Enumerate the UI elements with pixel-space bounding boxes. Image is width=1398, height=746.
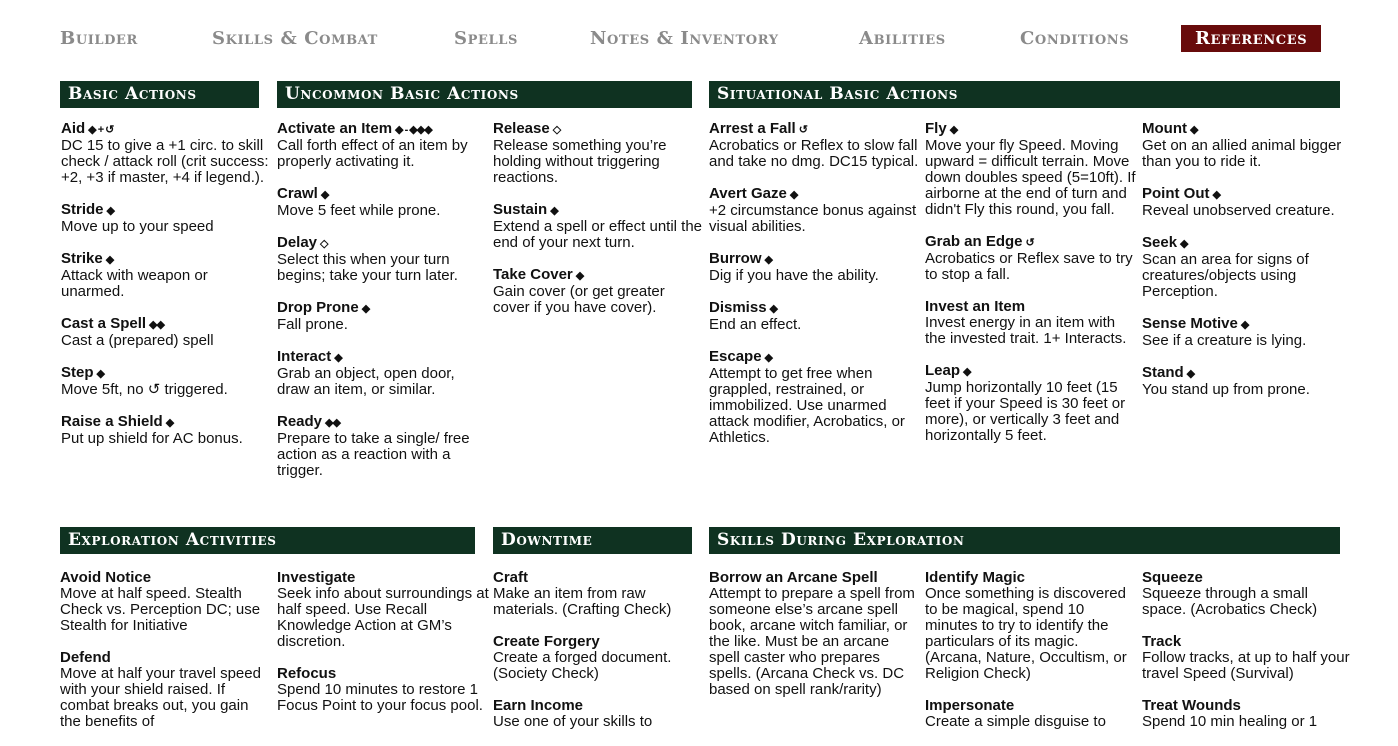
action-description: Select this when your turn begins; take your turn later. (277, 251, 458, 284)
action-description: Gain cover (or get greater cover if you have cover). (493, 283, 665, 316)
header-uncommon-basic-actions: Uncommon Basic Actions (277, 81, 692, 108)
action-entry (277, 121, 489, 170)
action-cost-icon: ◆ (320, 189, 329, 201)
action-cost-icon: ◆◆ (325, 417, 340, 429)
action-description: Attack with weapon or unarmed. (61, 267, 208, 300)
action-name-text: Burrow (709, 250, 762, 267)
tab-notes-inventory[interactable]: Notes & Inventory (590, 28, 779, 49)
action-entry (925, 234, 1137, 283)
action-name (709, 349, 921, 366)
action-name-text: Avert Gaze (709, 185, 787, 202)
action-name (277, 570, 489, 586)
action-name-text: Stride (61, 201, 104, 218)
action-name (1142, 186, 1354, 203)
action-name-text: Invest an Item (925, 298, 1026, 315)
tab-spells[interactable]: Spells (454, 28, 518, 49)
action-name (1142, 365, 1354, 382)
action-name-text: Crawl (277, 185, 318, 202)
uncommon-actions-list-b (493, 121, 705, 332)
action-entry (925, 299, 1137, 347)
action-name-text: Strike (61, 250, 103, 267)
action-name-text: Escape (709, 348, 762, 365)
action-entry (277, 349, 489, 398)
action-name (277, 300, 489, 317)
action-name-text: Activate an Item (277, 120, 393, 137)
action-cost-icon: ◆ (764, 254, 772, 266)
action-cost-icon: ◆ - ◆◆◆ (395, 124, 432, 136)
action-description: Once something is discovered to be magical, spend 10 minutes to try to identify the particulars of its magic. (Arcana, Nature, Occultism, or Religion Check) (925, 585, 1127, 682)
action-cost-icon: ◆ (1180, 238, 1188, 250)
action-name-text: Stand (1142, 364, 1184, 381)
action-entry (61, 251, 273, 300)
action-name-text: Seek (1142, 234, 1178, 251)
action-name-text: Arrest a Fall (709, 120, 796, 137)
action-cost-icon: ◇ (320, 238, 328, 250)
action-name-text: Aid (61, 120, 86, 137)
header-skills-during-exploration: Skills During Exploration (709, 527, 1340, 554)
action-description: Create a forged document. (Society Check) (493, 649, 672, 682)
action-description: Seek info about surroundings at half speed. Use Recall Knowledge Action at GM’s discretion. (277, 585, 489, 650)
action-entry (709, 251, 921, 284)
header-basic-actions: Basic Actions (60, 81, 259, 108)
action-name (277, 414, 489, 431)
action-name-text: Cast a Spell (61, 315, 147, 332)
action-description: Squeeze through a small space. (Acrobatics Check) (1142, 585, 1318, 618)
action-description: Move your fly Speed. Moving upward = difficult terrain. Move down doubles speed (5=10ft). If airborne at the end of turn and didn't Fly this round, you fall. (925, 137, 1136, 218)
action-entry (709, 186, 921, 235)
action-entry (709, 570, 921, 698)
basic-actions-list (61, 121, 273, 463)
action-name (277, 121, 489, 138)
action-cost-icon: ◆ (949, 124, 958, 136)
action-name (493, 202, 705, 219)
action-name (277, 186, 489, 203)
action-description: Get on an allied animal bigger than you to ride it. (1142, 137, 1342, 170)
action-entry (277, 666, 489, 714)
action-name (709, 251, 921, 268)
exploration-list-b (277, 570, 489, 730)
skills-exploration-list-b (925, 570, 1137, 746)
action-entry (493, 570, 705, 618)
skills-exploration-list-a (709, 570, 921, 714)
action-name-text: Dismiss (709, 299, 767, 316)
action-entry (277, 235, 489, 284)
action-name-text: Squeeze (1142, 569, 1203, 586)
action-description: See if a creature is lying. (1142, 332, 1307, 349)
situational-actions-list-c (1142, 121, 1354, 414)
action-name (61, 414, 273, 431)
action-name (60, 650, 272, 666)
action-entry (925, 363, 1137, 444)
action-entry (925, 570, 1137, 682)
action-description: DC 15 to give a +1 circ. to skill check / attack roll (crit success: +2, +3 if master, +4 if legend.). (61, 137, 269, 186)
action-name (61, 202, 273, 219)
action-description: Cast a (prepared) spell (61, 332, 214, 349)
action-entry (60, 570, 272, 634)
action-description: Call forth effect of an item by properly activating it. (277, 137, 468, 170)
action-description: Spend 10 minutes to restore 1 Focus Point to your focus pool. (277, 681, 483, 714)
action-cost-icon: ◆ (1189, 124, 1198, 136)
action-name-text: Avoid Notice (60, 569, 152, 586)
header-exploration-activities: Exploration Activities (60, 527, 475, 554)
action-description: Acrobatics or Reflex save to try to stop a fall. (925, 250, 1133, 283)
action-name-text: Mount (1142, 120, 1187, 137)
action-entry (493, 202, 705, 251)
action-description: Move 5ft, no ↺ triggered. (61, 381, 228, 398)
action-name (925, 363, 1137, 380)
action-name (709, 300, 921, 317)
action-name (709, 570, 921, 586)
action-name (493, 634, 705, 650)
action-entry (277, 300, 489, 333)
action-name-text: Treat Wounds (1142, 697, 1241, 714)
action-entry (277, 570, 489, 650)
action-cost-icon: ◆ (105, 254, 114, 266)
action-name (925, 234, 1137, 251)
action-cost-icon: ◆ (361, 303, 370, 315)
action-entry (493, 634, 705, 682)
action-cost-icon: ◆ (1240, 319, 1249, 331)
action-entry (493, 121, 705, 186)
action-name (493, 698, 705, 714)
action-description: Put up shield for AC bonus. (61, 430, 243, 447)
action-entry (60, 650, 272, 730)
tab-references[interactable]: References (1181, 25, 1321, 52)
action-cost-icon: ◆ (575, 270, 584, 282)
action-name-text: Sense Motive (1142, 315, 1238, 332)
action-name (1142, 698, 1354, 714)
action-description: Dig if you have the ability. (709, 267, 879, 284)
header-situational-basic-actions: Situational Basic Actions (709, 81, 1340, 108)
action-entry (925, 121, 1137, 218)
action-entry (1142, 365, 1354, 398)
action-entry (61, 121, 273, 186)
action-description: Move 5 feet while prone. (277, 202, 441, 219)
action-name-text: Raise a Shield (61, 413, 163, 430)
action-entry (493, 267, 705, 316)
exploration-list-a (60, 570, 272, 746)
action-description: Create a simple disguise to (925, 713, 1106, 730)
action-name-text: Point Out (1142, 185, 1210, 202)
action-description: Move at half speed. Stealth Check vs. Perception DC; use Stealth for Initiative (60, 585, 261, 634)
tab-skills-combat[interactable]: Skills & Combat (212, 28, 378, 49)
action-cost-icon: ◆ (769, 303, 778, 315)
action-entry (709, 349, 921, 446)
action-description: Follow tracks, at up to half your travel Speed (Survival) (1142, 649, 1350, 682)
action-name-text: Borrow an Arcane Spell (709, 569, 878, 586)
tab-abilities[interactable]: Abilities (859, 28, 946, 49)
action-description: Prepare to take a single/ free action as a reaction with a trigger. (277, 430, 470, 479)
action-cost-icon: ◆◆ (149, 319, 164, 331)
action-cost-icon: ◆ (96, 368, 104, 380)
action-description: Release something you’re holding without triggering reactions. (493, 137, 667, 186)
action-entry (1142, 698, 1354, 730)
action-entry (61, 316, 273, 349)
action-cost-icon: ◆ (1186, 368, 1195, 380)
action-name-text: Interact (277, 348, 332, 365)
action-description: Acrobatics or Reflex to slow fall and take no dmg. DC15 typical. (709, 137, 919, 170)
action-name (61, 365, 273, 382)
action-name (493, 121, 705, 138)
action-name-text: Create Forgery (493, 633, 600, 650)
action-name-text: Fly (925, 120, 947, 137)
action-entry (1142, 121, 1354, 170)
nav-tabs (60, 25, 1340, 52)
action-description: You stand up from prone. (1142, 381, 1310, 398)
action-name-text: Sustain (493, 201, 548, 218)
action-cost-icon: ◆ (550, 205, 558, 217)
action-name (1142, 634, 1354, 650)
action-name (1142, 570, 1354, 586)
skills-exploration-list-c (1142, 570, 1354, 746)
action-description: Use one of your skills to (493, 713, 653, 730)
action-description: Move up to your speed (61, 218, 214, 235)
action-name (925, 698, 1137, 714)
action-entry (1142, 634, 1354, 682)
action-cost-icon: ◆ (789, 189, 798, 201)
action-description: Move at half your travel speed with your shield raised. If combat breaks out, you gain the benefits of (60, 665, 261, 730)
action-cost-icon: ↺ (798, 124, 807, 136)
situational-actions-list-a (709, 121, 921, 462)
action-entry (277, 414, 489, 479)
action-name (493, 570, 705, 586)
action-entry (1142, 316, 1354, 349)
action-cost-icon: ◇ (552, 124, 561, 136)
action-name (277, 349, 489, 366)
action-name (1142, 235, 1354, 252)
action-entry (61, 414, 273, 447)
action-name (61, 316, 273, 333)
action-description: Scan an area for signs of creatures/objects using Perception. (1142, 251, 1309, 300)
action-entry (709, 121, 921, 170)
action-description: Spend 10 min healing or 1 (1142, 713, 1318, 730)
action-name (709, 121, 921, 138)
downtime-list (493, 570, 705, 746)
action-name-text: Ready (277, 413, 323, 430)
action-description: Make an item from raw materials. (Crafting Check) (493, 585, 672, 618)
action-cost-icon: ◆ (1212, 189, 1220, 201)
action-description: End an effect. (709, 316, 802, 333)
action-entry (709, 300, 921, 333)
action-name (925, 121, 1137, 138)
action-entry (61, 202, 273, 235)
action-name-text: Earn Income (493, 697, 584, 714)
action-name (925, 570, 1137, 586)
action-entry (1142, 570, 1354, 618)
action-cost-icon: ◆ (334, 352, 342, 364)
action-name (1142, 121, 1354, 138)
action-description: Attempt to get free when grappled, restrained, or immobilized. Use unarmed attack modifier, Acrobatics, or Athletics. (709, 365, 905, 446)
action-description: Invest energy in an item with the invested trait. 1+ Interacts. (925, 314, 1127, 347)
action-name (493, 267, 705, 284)
action-name-text: Step (61, 364, 94, 381)
action-description: Grab an object, open door, draw an item, or similar. (277, 365, 455, 398)
action-description: Reveal unobserved creature. (1142, 202, 1335, 219)
action-name-text: Take Cover (493, 266, 573, 283)
action-description: Attempt to prepare a spell from someone else’s arcane spell book, arcane witch familiar, or the like. Must be an arcane spell caster who prepares spells. (Arcana Check vs. DC based on spell rank/rarity) (709, 585, 915, 698)
action-name-text: Identify Magic (925, 569, 1026, 586)
action-name (277, 666, 489, 682)
action-name-text: Leap (925, 362, 961, 379)
action-cost-icon: ◆ (165, 417, 174, 429)
action-name (60, 570, 272, 586)
tab-builder[interactable]: Builder (60, 28, 138, 49)
action-cost-icon: ◆ (106, 205, 114, 217)
action-description: Fall prone. (277, 316, 348, 333)
action-name-text: Drop Prone (277, 299, 359, 316)
action-entry (1142, 186, 1354, 219)
action-name-text: Investigate (277, 569, 356, 586)
action-entry (925, 698, 1137, 730)
tab-conditions[interactable]: Conditions (1020, 28, 1130, 49)
action-name (709, 186, 921, 203)
action-name-text: Defend (60, 649, 111, 666)
header-downtime: Downtime (493, 527, 692, 554)
action-name-text: Impersonate (925, 697, 1015, 714)
action-name-text: Release (493, 120, 550, 137)
action-description: Jump horizontally 10 feet (15 feet if your Speed is 30 feet or more), or vertically 3 feet and horizontally 5 feet. (925, 379, 1126, 444)
action-name-text: Craft (493, 569, 529, 586)
action-name (277, 235, 489, 252)
action-name (1142, 316, 1354, 333)
action-cost-icon: ◆ (764, 352, 773, 364)
action-entry (61, 365, 273, 398)
action-name (925, 299, 1137, 315)
action-entry (1142, 235, 1354, 300)
uncommon-actions-list-a (277, 121, 489, 495)
action-name (61, 121, 273, 138)
action-name-text: Delay (277, 234, 318, 251)
action-description: +2 circumstance bonus against visual abilities. (709, 202, 917, 235)
action-name (61, 251, 273, 268)
action-name-text: Refocus (277, 665, 337, 682)
action-cost-icon: ◆ + ↺ (88, 124, 114, 136)
action-name-text: Grab an Edge (925, 233, 1023, 250)
action-cost-icon: ◆ (963, 366, 971, 378)
action-description: Extend a spell or effect until the end of your next turn. (493, 218, 703, 251)
action-entry (493, 698, 705, 730)
action-entry (277, 186, 489, 219)
action-cost-icon: ↺ (1025, 237, 1034, 249)
situational-actions-list-b (925, 121, 1137, 460)
action-name-text: Track (1142, 633, 1182, 650)
